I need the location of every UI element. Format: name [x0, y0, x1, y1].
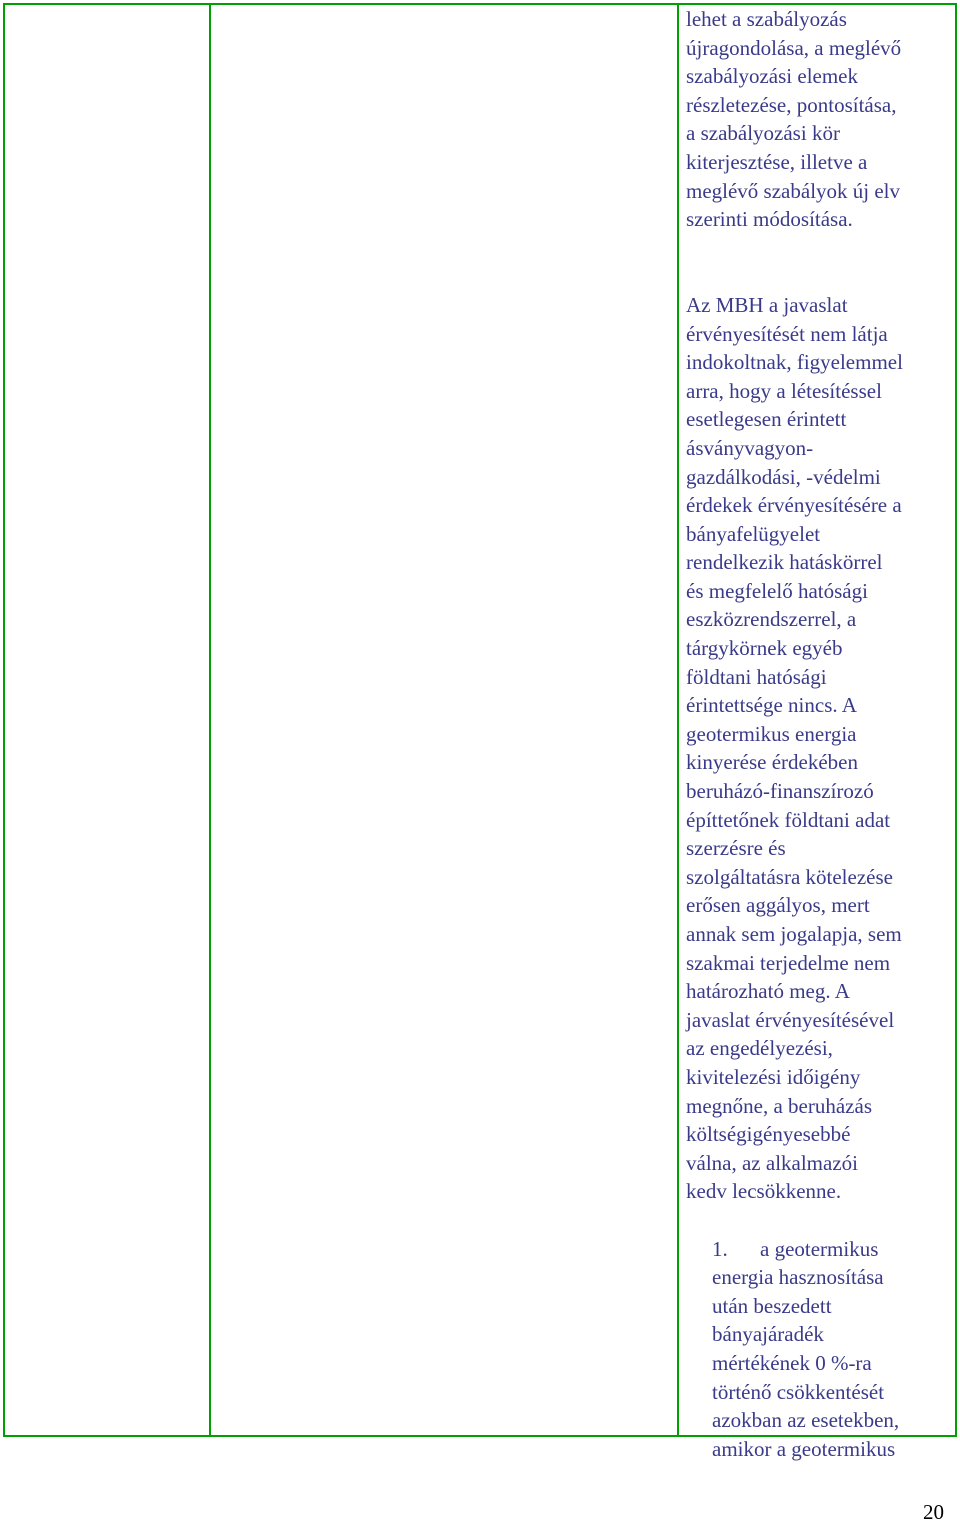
text-line: mértékének 0 %-ra	[712, 1350, 872, 1375]
text-line: azokban az esetekben,	[712, 1408, 900, 1433]
text-line: érdekek érvényesítésére a	[686, 493, 902, 518]
text-line: esetlegesen érintett	[686, 407, 847, 432]
text-line: költségigényesebbé	[686, 1122, 851, 1147]
text-line: amikor a geotermikus	[712, 1436, 896, 1461]
text-line: beruházó-finanszírozó	[686, 779, 874, 804]
text-line: szolgáltatásra kötelezése	[686, 864, 893, 889]
text-line: bányafelügyelet	[686, 521, 821, 546]
page-number: 20	[923, 1500, 944, 1524]
text-line: rendelkezik hatáskörrel	[686, 550, 883, 575]
text-line: kinyerése érdekében	[686, 750, 858, 775]
text-line: érintettsége nincs. A	[686, 693, 857, 718]
text-line: javaslat érvényesítésével	[686, 1007, 895, 1032]
text-line: arra, hogy a létesítéssel	[686, 378, 882, 403]
text-line: a geotermikus	[760, 1236, 879, 1261]
text-line: Az MBH a javaslat	[686, 292, 848, 317]
text-line: meglévő szabályok új elv	[686, 178, 901, 203]
column-divider-1	[209, 5, 211, 1435]
text-line: szabályozási elemek	[686, 64, 858, 89]
text-line: energia hasznosítása	[712, 1265, 884, 1290]
text-line: szerzésre és	[686, 836, 786, 861]
paragraph-1	[686, 5, 948, 234]
text-line: kiterjesztése, illetve a	[686, 149, 868, 174]
text-line: után beszedett	[712, 1293, 832, 1318]
text-line: földtani hatósági	[686, 664, 827, 689]
text-line: szerinti módosítása.	[686, 207, 853, 232]
list-number: 1.	[712, 1236, 728, 1261]
text-line: gazdálkodási, -védelmi	[686, 464, 881, 489]
text-line: tárgykörnek egyéb	[686, 636, 843, 661]
text-line: erősen aggályos, mert	[686, 893, 870, 918]
text-line: építtetőnek földtani adat	[686, 807, 891, 832]
text-line: szakmai terjedelme nem	[686, 950, 891, 975]
list-item-text	[760, 1235, 948, 1264]
numbered-list-item	[712, 1235, 948, 1264]
text-line: az engedélyezési,	[686, 1036, 833, 1061]
text-line: kivitelezési időigény	[686, 1064, 861, 1089]
text-line: indokoltnak, figyelemmel	[686, 350, 903, 375]
text-cell	[686, 5, 948, 1463]
text-line: eszközrendszerrel, a	[686, 607, 857, 632]
text-line: válna, az alkalmazói	[686, 1150, 858, 1175]
text-line: és megfelelő hatósági	[686, 578, 868, 603]
column-divider-2	[677, 5, 679, 1435]
text-line: megnőne, a beruházás	[686, 1093, 872, 1118]
text-line: a szabályozási kör	[686, 121, 840, 146]
text-line: újragondolása, a meglévő	[686, 35, 902, 60]
text-line: lehet a szabályozás	[686, 7, 847, 31]
list-item-continuation	[712, 1263, 948, 1463]
paragraph-2	[686, 291, 948, 1206]
text-line: annak sem jogalapja, sem	[686, 922, 902, 946]
text-line: történő csökkentését	[712, 1379, 885, 1404]
text-line: bányajáradék	[712, 1322, 824, 1347]
text-line: érvényesítését nem látja	[686, 321, 888, 346]
text-line: geotermikus energia	[686, 721, 857, 746]
text-line: kedv lecsökkenne.	[686, 1179, 842, 1204]
text-line: határozható meg. A	[686, 979, 850, 1004]
text-line: ásványvagyon-	[686, 435, 814, 460]
text-line: részletezése, pontosítása,	[686, 92, 897, 117]
